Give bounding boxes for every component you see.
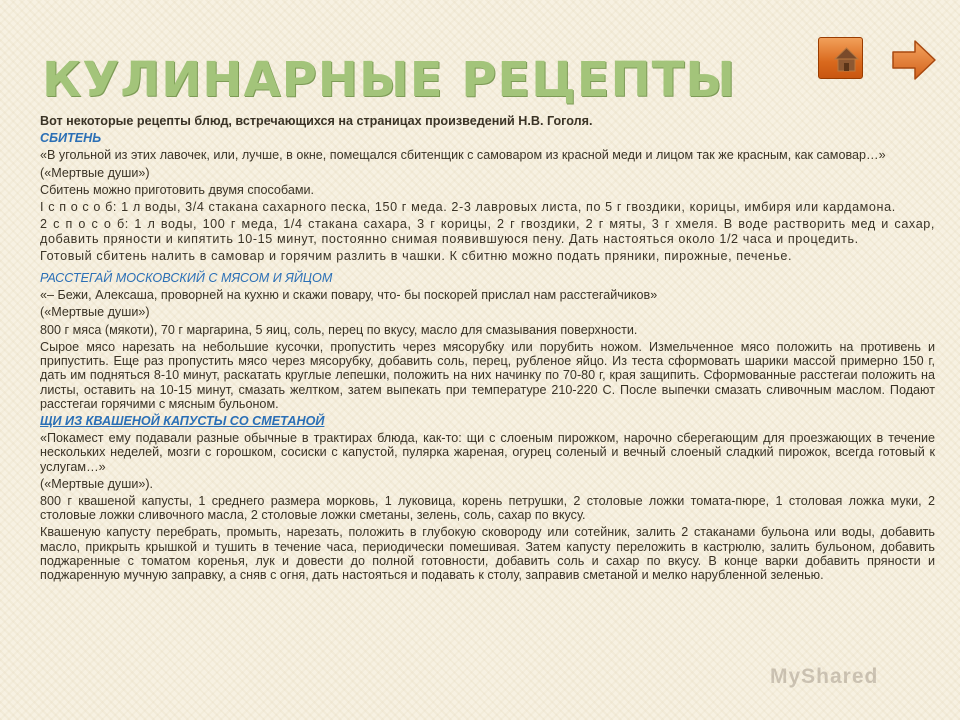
recipe-quote: «В угольной из этих лавочек, или, лучше, в окне, помещался сбитенщик с самоваром из красной меди и лицом так же красным, как самовар…»: [40, 148, 886, 163]
recipe-quote: «– Бежи, Алексаша, проворней на кухню и скажи повару, что- бы поскорей прислал нам расстегайчиков»: [40, 288, 658, 303]
home-button[interactable]: [818, 37, 863, 79]
recipe-quote: «Покамест ему подавали разные обычные в трактирах блюда, как-то: щи с слоеным пирожком, нарочно сберегающим для проезжающих в течение нескольких неделей, мозги с горошком, сосиски с капустой, пулярка жареная, огурец соленый и вечный слоеный сладкий пирожок, всегда готовый к услугам…»: [40, 431, 935, 474]
recipe-title-shchi: ЩИ ИЗ КВАШЕНОЙ КАПУСТЫ СО СМЕТАНОЙ: [40, 413, 325, 428]
recipe-line: Сбитень можно приготовить двумя способами.: [40, 182, 315, 197]
recipes-content: [40, 114, 935, 585]
recipe-line: Квашеную капусту перебрать, промыть, нарезать, положить в глубокую сковороду или сотейник, залить 2 стаканами бульона или воды, добавить масло, прикрыть крышкой и тушить в течение часа, периодически помешивая. Затем капусту переложить в кастрюлю, залить бульоном, добавить поджаренные с томатом коренья, лук и довести до полной готовности, добавить соль и сахар по вкусу. В конце варки добавить пряности и поджаренную мучную заправку, а сняв с огня, дать настояться и подавать к столу, заправив сметаной и мелко нарубленной зеленью.: [40, 525, 935, 583]
recipe-source: («Мертвые души»): [40, 165, 150, 180]
recipe-source: («Мертвые души»).: [40, 476, 154, 491]
recipe-title-sbiten: СБИТЕНЬ: [40, 131, 102, 146]
recipe-line: 2 с п о с о б: 1 л воды, 100 г меда, 1/4 стакана сахара, 3 г корицы, 2 г гвоздики, 2 г мяты, 3 г хмеля. В воде растворить мед и сахар, добавить пряности и кипятить 10-15 минут, постоянно снимая появившуюся пену. Дать настояться около 1/2 часа и процедить.: [40, 217, 935, 246]
watermark: MyShared: [770, 665, 879, 688]
arrow-right-icon: [891, 38, 937, 82]
recipe-line: Сырое мясо нарезать на небольшие кусочки, пропустить через мясорубку или порубить ножом. Измельченное мясо положить на противень и припустить. Еще раз пропустить мясо через мясорубку, добавить соль, перец, рубленое яйцо. Из теста сформовать шарики массой примерно 150 г, дать им подняться 8-10 минут, раскатать круглые лепешки, положить на них начинку по 70-80 г, края защипить. Сформованные расстегаи положить на листы, оставить на 10-15 минут, смазать желтком, затем выпекать при температуре 210-220 С. После выпечки смазать сливочным маслом. Подают расстегаи горячими с мясным бульоном.: [40, 339, 935, 411]
intro-text: Вот некоторые рецепты блюд, встречающихся на страницах произведений Н.В. Гоголя.: [40, 114, 593, 128]
page-title: КУЛИНАРНЫЕ РЕЦЕПТЫ: [42, 52, 737, 108]
recipe-line: 800 г квашеной капусты, 1 среднего размера морковь, 1 луковица, корень петрушки, 2 столовые ложки томата-пюре, 1 столовая ложка муки, 2 столовые ложки сливочного масла, 2 столовые ложки сметаны, зелень, соль, сахар по вкусу.: [40, 494, 935, 523]
next-slide-button[interactable]: [885, 37, 930, 79]
recipe-line: 800 г мяса (мякоти), 70 г маргарина, 5 яиц, соль, перец по вкусу, масло для смазывания поверхности.: [40, 322, 638, 337]
recipe-line: I с п о с о б: 1 л воды, 3/4 стакана сахарного песка, 150 г меда. 2-3 лавровых листа, по 5 г гвоздики, корицы, имбиря или кардамона.: [40, 200, 896, 215]
recipe-line: Готовый сбитень налить в самовар и горячим разлить в чашки. К сбитню можно подать пряники, пирожные, печенье.: [40, 248, 793, 263]
recipe-source: («Мертвые души»): [40, 305, 150, 320]
home-icon: [825, 39, 868, 79]
recipe-title-rasstegai: РАССТЕГАЙ МОСКОВСКИЙ С МЯСОМ И ЯЙЦОМ: [40, 270, 333, 285]
